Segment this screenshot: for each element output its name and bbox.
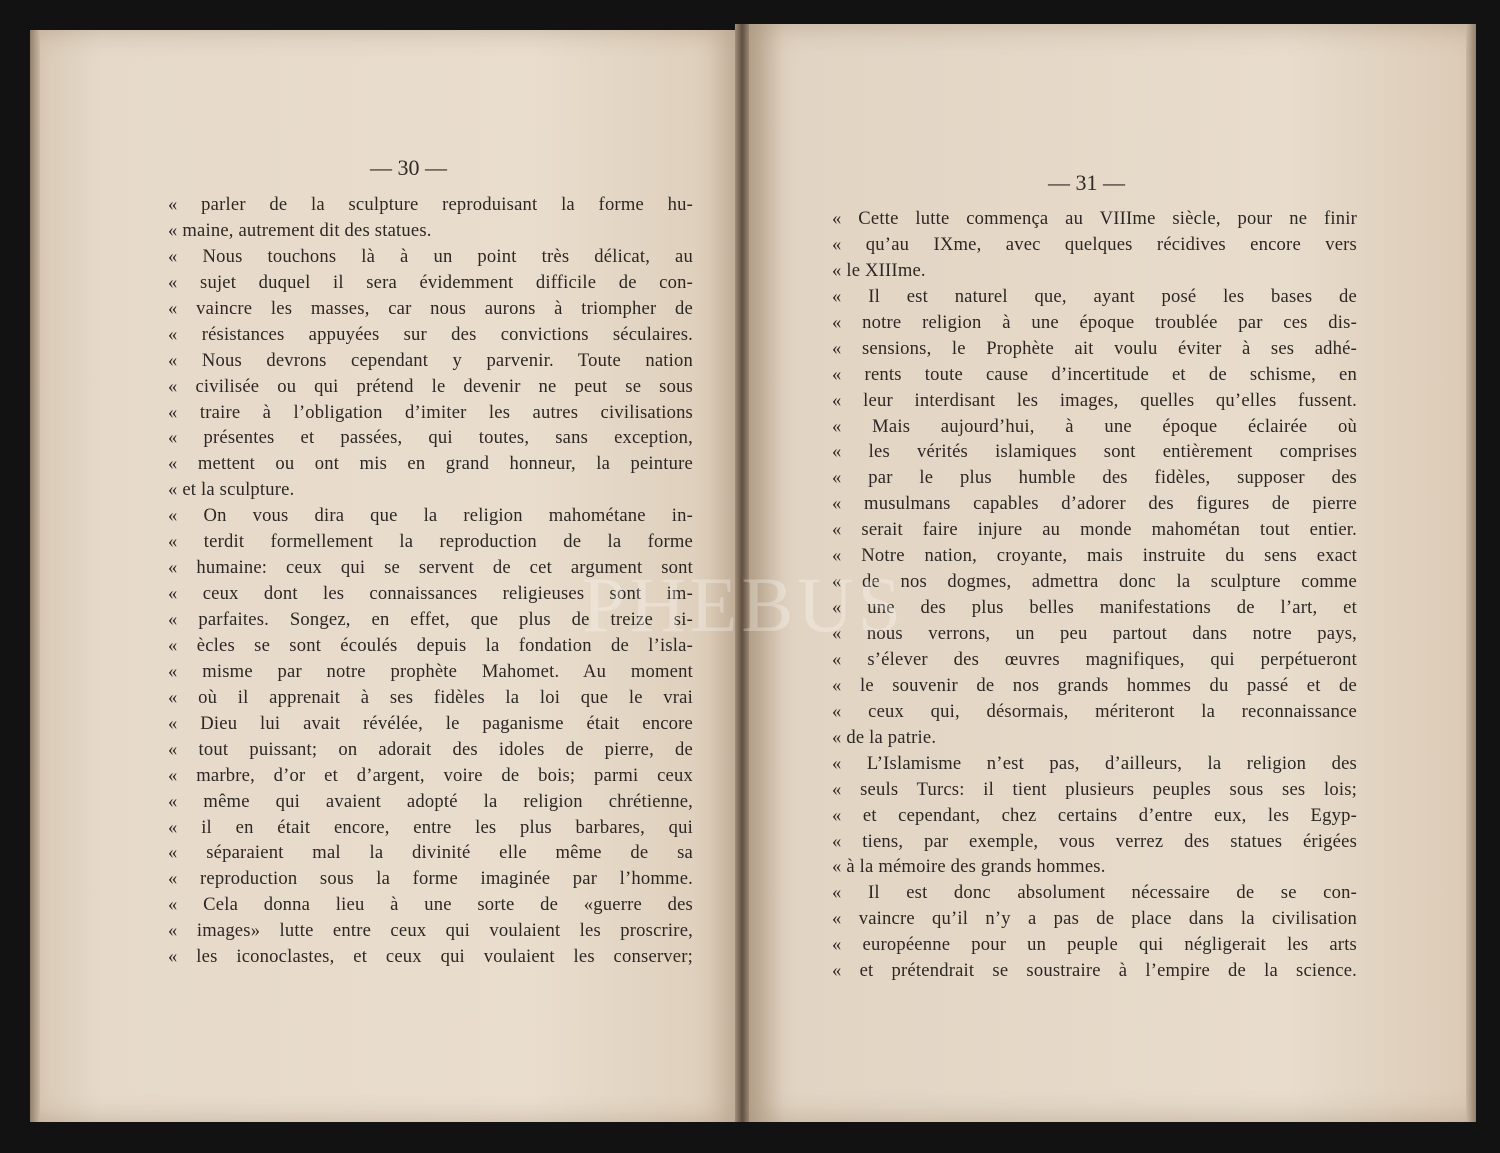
text-line: « et cependant, chez certains d’entre eux, les Egyp- [832, 804, 1357, 826]
text-line: « et la sculpture. [168, 479, 295, 501]
page-number-right: — 31 — [1048, 170, 1125, 195]
text-line: « nous verrons, un peu partout dans notre pays, [832, 623, 1357, 644]
watermark: PHEBUS [582, 561, 906, 648]
text-line: « notre religion à une époque troublée par ces dis- [832, 311, 1357, 333]
text-line: « ceux dont les connaissances religieuses sont im- [168, 583, 693, 605]
text-line: « musulmans capables d’adorer des figures de pierre [832, 493, 1357, 515]
text-line: « traire à l’obligation d’imiter les autres civilisations [168, 401, 693, 423]
text-line: « serait faire injure au monde mahométan tout entier. [832, 519, 1357, 541]
text-line: « Nous devrons cependant y parvenir. Toute nation [168, 349, 693, 371]
text-line: « civilisée ou qui prétend le devenir ne peut se sous [168, 375, 693, 397]
text-line: « Nous touchons là à un point très délicat, au [168, 245, 693, 267]
text-line: « sensions, le Prophète ait voulu éviter à ses adhé- [832, 337, 1357, 359]
text-line: « résistances appuyées sur des convictions séculaires. [168, 323, 693, 345]
text-line: « les vérités islamiques sont entièrement comprises [832, 441, 1357, 463]
text-line: « rents toute cause d’incertitude et de schisme, en [832, 363, 1357, 385]
text-line: « leur interdisant les images, quelles qu’elles fussent. [832, 389, 1357, 411]
text-line: « Cela donna lieu à une sorte de «guerre des [168, 894, 693, 916]
text-line: « humaine: ceux qui se servent de cet argument sont [168, 557, 693, 579]
text-line: « à la mémoire des grands hommes. [832, 856, 1106, 878]
text-line: « même qui avaient adopté la religion chrétienne, [168, 790, 693, 812]
text-line: « s’élever des œuvres magnifiques, qui perpétueront [832, 648, 1357, 670]
right-page-text [832, 206, 1357, 984]
text-line: « tiens, par exemple, vous verrez des statues érigées [832, 830, 1357, 852]
text-line: « par le plus humble des fidèles, supposer des [832, 467, 1357, 489]
text-line: « terdit formellement la reproduction de la forme [168, 531, 693, 553]
text-line: « marbre, d’or et d’argent, voire de bois; parmi ceux [168, 764, 693, 786]
right-page-edge [1466, 24, 1476, 1122]
text-line: « les iconoclastes, et ceux qui voulaient les conserver; [168, 946, 693, 968]
text-line: « vaincre qu’il n’y a pas de place dans la civilisation [832, 908, 1357, 930]
text-line: « où il apprenait à ses fidèles la loi que le vrai [168, 686, 693, 708]
text-line: « Il est naturel que, ayant posé les bases de [832, 285, 1357, 307]
text-line: « Mais aujourd’hui, à une époque éclairée où [832, 415, 1357, 437]
text-line: « On vous dira que la religion mahométane in- [168, 505, 693, 527]
text-line: « une des plus belles manifestations de l’art, et [832, 597, 1357, 619]
text-line: « qu’au IXme, avec quelques récidives encore vers [832, 233, 1357, 255]
text-line: « le XIIIme. [832, 259, 926, 281]
text-line: « ceux qui, désormais, mériteront la reconnaissance [832, 700, 1357, 722]
text-line: « séparaient mal la divinité elle même de sa [168, 842, 693, 864]
text-line: « images» lutte entre ceux qui voulaient les proscrire, [168, 920, 693, 942]
text-line: « Il est donc absolument nécessaire de se con- [832, 882, 1357, 904]
text-line: « tout puissant; on adorait des idoles de pierre, de [168, 738, 693, 760]
text-line: « Cette lutte commença au VIIIme siècle, pour ne finir [832, 208, 1357, 229]
text-line: « parler de la sculpture reproduisant la forme hu- [168, 194, 693, 215]
text-line: « le souvenir de nos grands hommes du passé et de [832, 674, 1357, 696]
text-line: « seuls Turcs: il tient plusieurs peuples sous ses lois; [832, 778, 1357, 800]
text-line: « il en était encore, entre les plus barbares, qui [168, 816, 693, 838]
text-line: « reproduction sous la forme imaginée par l’homme. [168, 868, 693, 890]
text-line: « Dieu lui avait révélée, le paganisme était encore [168, 712, 693, 734]
text-line: « de nos dogmes, admettra donc la sculpture comme [832, 571, 1357, 593]
text-line: « présentes et passées, qui toutes, sans exception, [168, 427, 693, 449]
text-line: « ècles se sont écoulés depuis la fondation de l’isla- [168, 634, 693, 656]
text-line: « sujet duquel il sera évidemment difficile de con- [168, 271, 693, 293]
text-line: « misme par notre prophète Mahomet. Au moment [168, 660, 693, 682]
page-number-left: — 30 — [370, 155, 447, 180]
text-line: « maine, autrement dit des statues. [168, 219, 432, 241]
text-line: « parfaites. Songez, en effet, que plus de treize si- [168, 609, 693, 630]
text-line: « et prétendrait se soustraire à l’empire de la science. [832, 960, 1357, 982]
text-line: « Notre nation, croyante, mais instruite du sens exact [832, 545, 1357, 567]
text-line: « L’Islamisme n’est pas, d’ailleurs, la religion des [832, 752, 1357, 774]
text-line: « vaincre les masses, car nous aurons à triompher de [168, 297, 693, 319]
left-page-edge [30, 30, 40, 1122]
text-line: « de la patrie. [832, 726, 937, 748]
text-line: « européenne pour un peuple qui négligerait les arts [832, 934, 1357, 956]
text-line: « mettent ou ont mis en grand honneur, la peinture [168, 453, 693, 475]
